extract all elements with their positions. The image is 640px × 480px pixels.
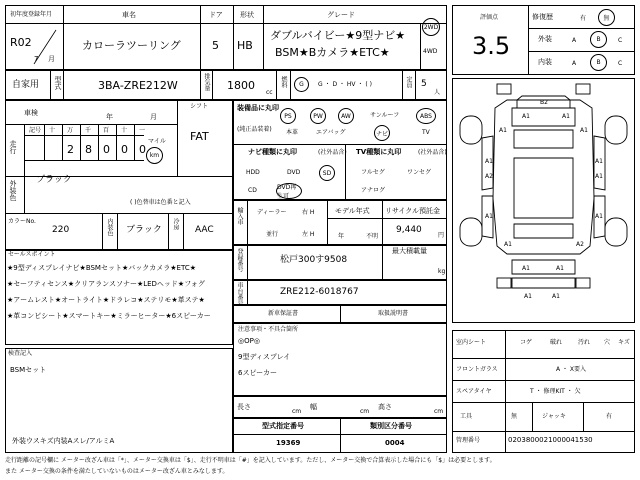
divider [415, 70, 416, 100]
repair-selected: 無 [603, 15, 610, 22]
interior-color: ブラック [126, 225, 162, 235]
exterior-color-label: 外装色 [9, 180, 17, 201]
spec-row [5, 70, 447, 100]
use-type: 自家用 [12, 80, 40, 90]
navi-label: ナビ種類に丸印 [248, 148, 297, 156]
height-unit: cm [434, 408, 444, 415]
divider [233, 5, 234, 70]
damage-mark: A1 [595, 158, 603, 165]
dimensions-box [233, 396, 447, 418]
divider [327, 200, 328, 245]
reg-year: R02 [10, 36, 32, 49]
max-load-label: 最大積載量 [392, 247, 427, 255]
shift-label: シフト [190, 103, 209, 110]
model-year-label: モデル年式 [335, 207, 370, 215]
tv-item: ワンセグ [407, 169, 432, 176]
divider [117, 213, 118, 250]
mileage-digit: 2 [67, 143, 74, 156]
inspection-month-unit: 月 [150, 113, 157, 121]
divider [200, 70, 201, 100]
damage-mark: B2 [540, 99, 548, 106]
attention-label: 注意事項・不具合箇所 [238, 326, 299, 333]
mileage-digit-header: 十 [121, 127, 128, 134]
damage-mark: A1 [580, 127, 588, 134]
interior-sheet-item: 穴 [604, 339, 611, 346]
control-number: 0203800021000041530 [508, 436, 593, 444]
equipment-item: PS [284, 112, 292, 120]
damage-mark: A1 [522, 113, 530, 120]
spare-tire-label: スペアタイヤ [456, 388, 492, 395]
plate-value: 松戸300す9508 [280, 255, 348, 265]
equipment-item: PW [313, 112, 323, 120]
drive-2wd: 2WD [423, 23, 439, 31]
height-label: 高さ [378, 403, 392, 411]
windshield-label: フロントガラス [456, 366, 498, 373]
length-unit: cm [292, 408, 302, 415]
exterior-grade-label: 外装 [538, 35, 552, 43]
divider [200, 5, 201, 70]
displacement-unit: cc [266, 89, 273, 96]
mileage-column-divider [116, 124, 117, 160]
interior-grade: A [572, 60, 577, 67]
inspection-year-unit: 年 [106, 113, 113, 121]
mileage-digit: 8 [85, 143, 92, 156]
recycle-yen: 円 [438, 232, 445, 239]
mileage-digit-header: 十 [49, 127, 56, 134]
mileage-unit-circle [146, 147, 163, 164]
tv-sub: (社外品含) [418, 149, 447, 156]
model-value: 3BA-ZRE212W [98, 79, 178, 92]
mileage-unit: km [149, 152, 160, 159]
plate-label: 登録番号 [236, 248, 243, 272]
equipment-sub-label: (純正品装着) [237, 126, 272, 133]
drive-2wd-circle [422, 18, 440, 36]
equipment-item: 本革 [286, 129, 299, 136]
navi-item: SD [322, 169, 332, 177]
mileage-digit-header: 百 [103, 127, 110, 134]
car-name: カローラツーリング [82, 39, 181, 52]
sales-point-line: ★セーフティセンス★クリアランスソナー★LEDヘッド★フォグ [7, 280, 205, 288]
divider [263, 5, 264, 70]
divider [233, 434, 447, 435]
interior-grade: C [618, 60, 623, 67]
navi-item-circle [319, 165, 335, 181]
interior-grade-label: 内装 [538, 58, 552, 66]
class-number-label: 類別区分番号 [370, 422, 412, 430]
fuel-label: 燃料 [280, 76, 287, 88]
navi-sub: (社外品含) [318, 149, 347, 156]
exterior-selected: B [596, 36, 601, 43]
windshield-options: A ・ X要入 [556, 366, 587, 373]
new-car-warranty-label: 新車保証書 [268, 310, 299, 317]
max-load-unit: kg [438, 268, 446, 275]
attention-line: ◎OP◎ [238, 337, 260, 345]
navi-item-circle [276, 183, 302, 199]
damage-mark: A2 [485, 173, 493, 180]
model-year-unknown: 不明 [366, 233, 379, 240]
divider [24, 135, 144, 136]
divider [5, 213, 233, 214]
color-no-label: カラーNo. [8, 218, 36, 225]
attention-line: 9型ディスプレイ [238, 353, 291, 361]
jack-label: ジャッキ [542, 413, 566, 420]
mileage-digit: 0 [103, 143, 110, 156]
grade-line-2: BSM★Bカメラ★ETC★ [275, 46, 390, 59]
chassis-label: 車台番号 [236, 282, 243, 306]
header-divider [5, 23, 447, 24]
divider [452, 358, 635, 359]
recycle-label: リサイクル預託金 [385, 207, 441, 215]
interior-color-label: 内装色 [106, 218, 113, 236]
inspector-label: 検査記入 [8, 350, 33, 357]
inspector-line-1: BSMセット [10, 366, 47, 374]
divider [63, 70, 64, 100]
divider [528, 28, 635, 29]
divider [532, 402, 533, 431]
damage-mark: A1 [499, 127, 507, 134]
capacity-value: 5 [421, 79, 427, 89]
sales-point-line: ★9型ディスプレイナビ★BSMセット★バックカメラ★ETC★ [7, 264, 196, 272]
equipment-item: エアバッグ [316, 129, 346, 136]
mileage-column-divider [134, 124, 135, 160]
doors-value: 5 [212, 39, 219, 52]
equipment-item-circle [280, 108, 296, 124]
interior-sheet-item: コゲ [520, 339, 533, 346]
navi-item: DVD再生可 [277, 184, 297, 200]
damage-mark: A1 [504, 241, 512, 248]
interior-sheet-item: キズ [618, 339, 630, 346]
manual-label: 取扱説明書 [378, 310, 409, 317]
mileage-digit-header: 千 [85, 127, 92, 134]
divider [340, 305, 341, 323]
divider [247, 245, 248, 280]
equipment-label: 装備品に丸印 [237, 104, 279, 112]
displacement-label: 排気量 [203, 73, 210, 91]
divider [233, 144, 447, 145]
mileage-digit: 0 [139, 143, 146, 156]
exterior-color-note: ( )色替車は色番と記入 [130, 199, 191, 206]
divider [168, 213, 169, 250]
ac-value: AAC [195, 225, 214, 235]
equipment-item: ナビ [375, 130, 388, 138]
ac-label: 冷房 [172, 218, 179, 230]
divider [247, 200, 248, 245]
control-number-label: 管理番号 [456, 437, 481, 444]
car-name-label: 車名 [122, 11, 136, 19]
capacity-unit: 人 [434, 89, 441, 96]
divider [528, 51, 635, 52]
repair-selected-circle [598, 9, 615, 26]
displacement-value: 1800 [227, 79, 255, 92]
divider [24, 160, 144, 161]
damage-mark: A1 [595, 213, 603, 220]
interior-sheet-item: 汚れ [578, 339, 591, 346]
equipment-item: サンルーフ [370, 112, 400, 119]
equipment-item: ABS [420, 112, 432, 120]
navi-item: DVD [287, 169, 301, 176]
divider [5, 124, 177, 125]
color-no: 220 [52, 225, 70, 235]
footer-note-2: また メーター交換の条件を満たしていないものはメーター改ざん車とみなします。 [5, 468, 229, 475]
damage-mark: A1 [552, 293, 560, 300]
interior-sheet-label: 室内シート [456, 339, 487, 346]
divider [382, 245, 383, 280]
divider [420, 24, 421, 70]
width-label: 幅 [310, 403, 317, 411]
tools-value: 無 [511, 413, 518, 420]
capacity-label: 定員 [405, 76, 412, 88]
damage-mark: A1 [524, 293, 532, 300]
divider [24, 124, 25, 213]
body-label: 形状 [240, 11, 254, 19]
divider [452, 431, 635, 432]
divider [402, 70, 403, 100]
fuel-options: G ・ D ・ HV ・ ( ) [318, 81, 372, 88]
mileage-column-divider [80, 124, 81, 160]
sales-point-line: ★アームレスト★オートライト★ドラレコ★ステリモ★革ステ★ [7, 296, 205, 304]
body-value: HB [237, 39, 253, 52]
mileage-label: 走行 [9, 140, 17, 154]
divider [183, 213, 184, 250]
navi-item: HDD [246, 169, 260, 176]
doors-label: ドア [209, 11, 223, 19]
tools-label: 工具 [460, 413, 473, 420]
divider [327, 218, 447, 219]
reg-year-label: 初年度登録年月 [10, 11, 53, 18]
car-diagram [452, 78, 635, 323]
divider [247, 280, 248, 305]
interior-selected: B [596, 59, 601, 66]
fuel-selected: G [299, 81, 304, 88]
mileage-digit-header: 一 [139, 127, 146, 134]
tv-item: フルセグ [361, 169, 385, 176]
attention-line: 6スピーカー [238, 369, 278, 377]
length-label: 長さ [237, 403, 251, 411]
chassis-value: ZRE212-6018767 [280, 287, 359, 297]
divider [340, 418, 341, 453]
recycle-value: 9,440 [396, 225, 422, 235]
divider [452, 380, 635, 381]
mileage-column-divider [62, 124, 63, 160]
mileage-digit-header: 万 [67, 127, 74, 134]
equipment-item: TV [422, 129, 430, 136]
damage-mark: A1 [522, 265, 530, 272]
divider [382, 200, 383, 245]
navi-item: CD [248, 187, 257, 194]
exterior-color: ブラック [36, 175, 72, 185]
divider [290, 70, 291, 100]
jack-value: 有 [606, 413, 613, 420]
mileage-digit: 0 [121, 143, 128, 156]
mileage-column-divider [98, 124, 99, 160]
equipment-item-circle [416, 108, 436, 124]
divider [177, 100, 178, 176]
sales-point-line: ★革コンビシート★スマートキー★ミラーヒーター★6スピーカー [7, 312, 211, 320]
damage-mark: A1 [485, 213, 493, 220]
footer-note-1: 走行距離の記号欄に メーター改ざん車は「*」、メーター交換車は「$」、走行不明車は「#」を記入しています。ただし、メーター交換で合算表示した場合にも「$」は必要とします。 [5, 457, 496, 464]
divider [505, 330, 506, 453]
divider [528, 5, 529, 75]
repair-option: 有 [580, 15, 587, 22]
score-label: 評価点 [480, 14, 499, 21]
model-label: 型式 [54, 76, 62, 90]
equipment-item: AW [341, 112, 351, 120]
tv-item: アナログ [361, 187, 386, 194]
divider [276, 70, 277, 100]
model-year-unit: 年 [338, 233, 345, 240]
inspector-line-2: 外装ウスキズ内装Aスレ/アルミA [12, 437, 115, 445]
damage-mark: A1 [485, 158, 493, 165]
score-value: 3.5 [472, 32, 511, 60]
equipment-item-circle [374, 125, 390, 141]
reg-month: 7 [34, 55, 39, 63]
divider [212, 70, 213, 100]
damage-mark: A1 [556, 265, 564, 272]
inspection-label: 車検 [24, 109, 38, 117]
divider [63, 5, 64, 70]
damage-mark: A1 [562, 113, 570, 120]
shift-value: FAT [190, 130, 209, 143]
interior-selected-circle [590, 54, 607, 71]
mileage-unit-label: マイル [148, 138, 166, 145]
damage-mark: A2 [576, 241, 584, 248]
mileage-column-divider [44, 124, 45, 160]
fuel-selected-circle [294, 77, 309, 92]
damage-mark: A1 [595, 173, 603, 180]
exterior-selected-circle [590, 31, 607, 48]
spare-tire-options: T ・ 修理KIT ・ 欠 [530, 388, 581, 395]
drive-4wd: 4WD [423, 48, 438, 55]
class-number: 0004 [385, 439, 405, 447]
grade-line-1: ダブルバイビー★9型ナビ★ [270, 29, 406, 42]
width-unit: cm [360, 408, 370, 415]
interior-sheet-item: 破れ [550, 339, 563, 346]
grade-label: グレード [327, 11, 355, 19]
type-number: 19369 [276, 439, 301, 447]
tv-label: TV種類に丸印 [356, 148, 402, 156]
repair-history-label: 修復歴 [532, 13, 553, 21]
import-parallel: 並行 [266, 231, 279, 238]
divider [452, 402, 635, 403]
type-number-label: 型式指定番号 [262, 422, 304, 430]
equipment-item-circle [338, 108, 354, 124]
import-right-hand: 右 H [302, 209, 315, 216]
month-unit: 月 [48, 55, 55, 63]
mileage-digit-header: 記号 [29, 127, 42, 134]
equipment-item-circle [310, 108, 326, 124]
exterior-grade: C [618, 37, 623, 44]
sales-points-label: セールスポイント [8, 251, 56, 258]
import-dealer: ディーラー [257, 209, 287, 216]
divider [583, 402, 584, 431]
divider [50, 70, 51, 100]
divider [102, 213, 103, 250]
import-label: 輸入車 [236, 207, 243, 225]
exterior-grade: A [572, 37, 577, 44]
import-left-hand: 左 H [302, 231, 315, 238]
